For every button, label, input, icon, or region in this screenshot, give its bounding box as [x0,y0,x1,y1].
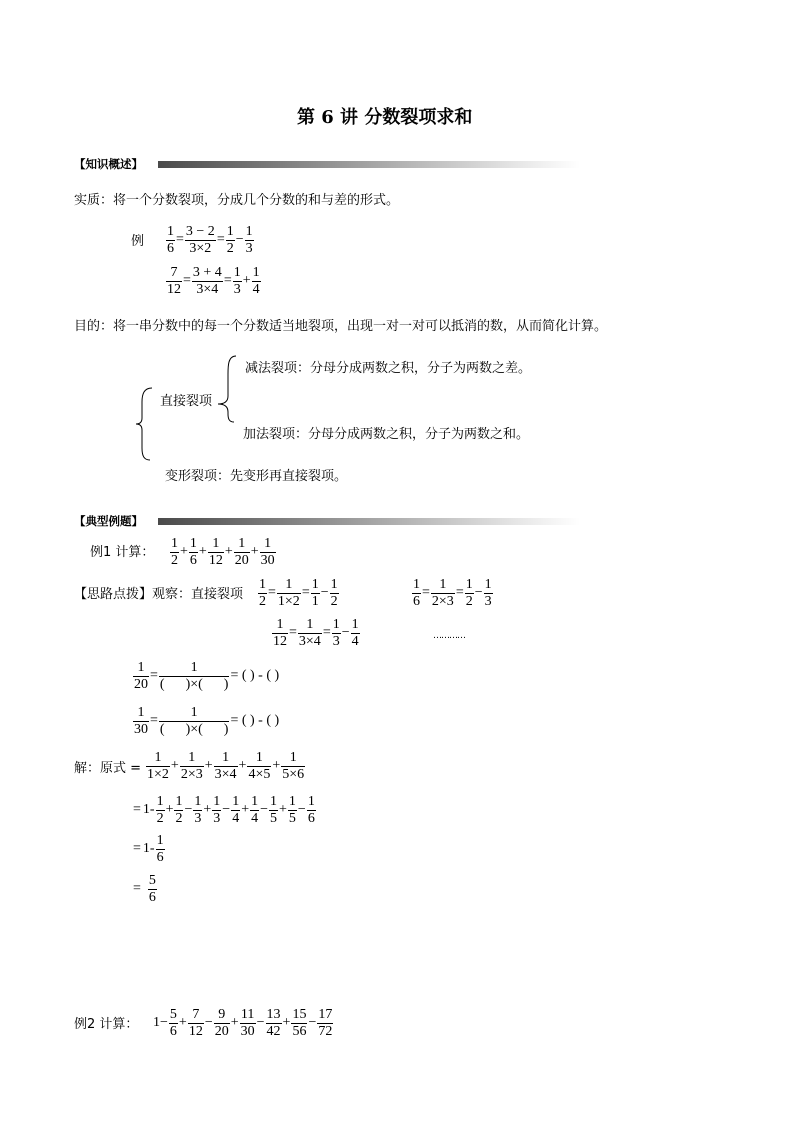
solution-line-3: = 1- $\frac{1}{6}$ [133,833,164,865]
section-bar [158,518,580,525]
solution-label: 解：原式 = [74,761,142,776]
direct-split-label: 直接裂项 [160,394,213,409]
hint-label: 【思路点拨】观察：直接裂项 [74,587,244,602]
ellipsis: ………… [433,631,465,641]
hint-equation-3: $\frac{1}{12}$ = $\frac{1}{3\times 4}$ = $\frac{1}{3}$ − $\frac{1}{4}$ [273,617,359,649]
addition-split-text: 加法裂项：分母分成两数之积，分子为两数之和。 [243,427,530,442]
section-heading-overview: 【知识概述】 [74,157,143,171]
example2-expression: 1− $\frac{5}{6}$ + $\frac{7}{12}$ − $\frac{9}{20}$ + $\frac{11}{30}$ − $\frac{13}{42}$ + $\frac{15}{56}$ − $\frac{17}{72}$ [153,1007,333,1039]
solution-line-1: $\frac{1}{1\times 2}$ + $\frac{1}{2\times 3}$ + $\frac{1}{3\times 4}$ + $\frac{1}{4\times 5}$ + $\frac{1}{5\times 6}$ [147,750,305,782]
solution-line-2: = 1- $\frac{1}{2}$ + $\frac{1}{2}$ − $\frac{1}{3}$ + $\frac{1}{3}$ − $\frac{1}{4}$ + $\frac{1}{4}$ − $\frac{1}{5}$ + $\frac{1}{5}$ − $\frac{1}{6}$ [133,794,315,826]
transform-split-text: 变形裂项：先变形再直接裂项。 [165,469,348,484]
solution-line-4: = $\frac{5}{6}$ [133,873,156,905]
subtraction-split-text: 减法裂项：分母分成两数之积，分子为两数之差。 [245,361,532,376]
example2-label: 例2 计算： [74,1017,139,1032]
blank-equation-30: $\frac{1}{30}$ = $\frac{1}{( )\times( )}$ = ( ) - ( ) [134,705,280,737]
equation-example-add: $\frac{7}{12}$ = $\frac{3 + 4}{3\times 4}$ = $\frac{1}{3}$ + $\frac{1}{4}$ [167,265,260,297]
page-title: 第 6 讲 分数裂项求和 [297,107,473,128]
essence-text: 实质：将一个分数裂项，分成几个分数的和与差的形式。 [74,193,400,208]
hint-equation-1: $\frac{1}{2}$ = $\frac{1}{1\times 2}$ = $\frac{1}{1}$ − $\frac{1}{2}$ [259,577,338,609]
section-heading-examples: 【典型例题】 [74,514,143,528]
hint-equation-2: $\frac{1}{6}$ = $\frac{1}{2\times 3}$ = $\frac{1}{2}$ − $\frac{1}{3}$ [413,577,492,609]
equation-example-sub: $\frac{1}{6}$ = $\frac{3 - 2}{3\times 2}$ = $\frac{1}{2}$ − $\frac{1}{3}$ [167,224,253,256]
example1-label: 例1 计算： [90,545,155,560]
section-bar [158,161,580,168]
blank-equation-20: $\frac{1}{20}$ = $\frac{1}{( )\times( )}$ = ( ) - ( ) [134,660,280,692]
purpose-text: 目的：将一串分数中的每一个分数适当地裂项，出现一对一对可以抵消的数，从而简化计算。 [74,319,608,334]
example-label: 例 [131,234,145,249]
example1-expression: $\frac{1}{2}$ + $\frac{1}{6}$ + $\frac{1}{12}$ + $\frac{1}{20}$ + $\frac{1}{30}$ [171,536,275,568]
